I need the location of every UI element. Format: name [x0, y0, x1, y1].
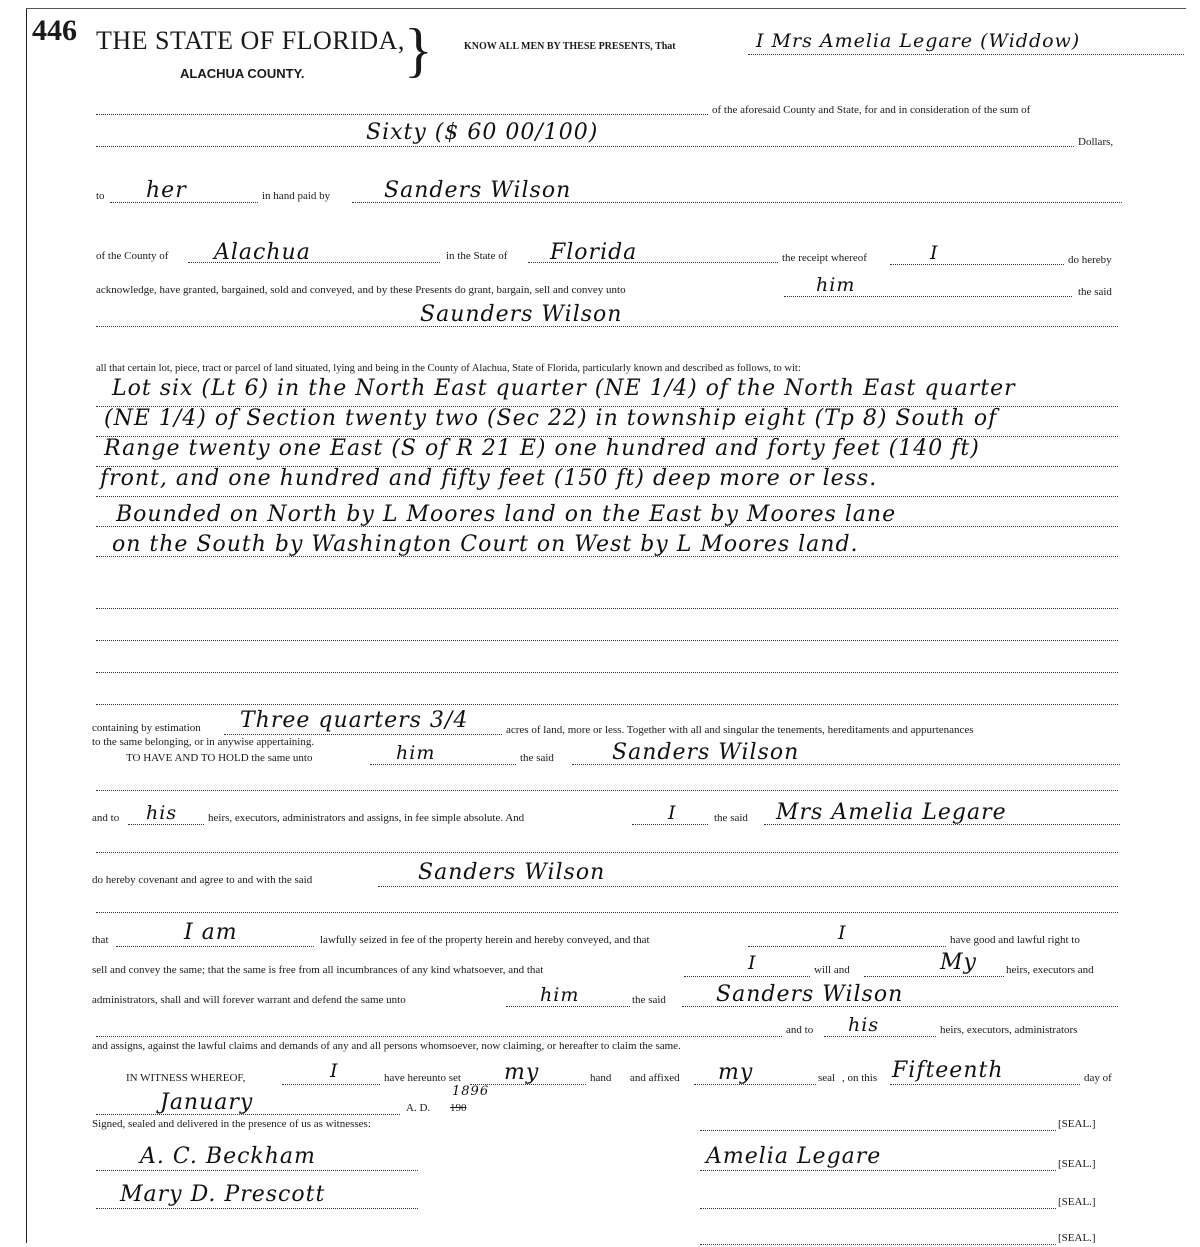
description-rule	[96, 608, 1118, 609]
his-handwritten: his	[146, 802, 178, 824]
to-handwritten: her	[146, 178, 187, 203]
have-line	[748, 946, 946, 947]
hand-paid-text: in hand paid by	[262, 190, 331, 202]
his-line	[128, 824, 204, 825]
witness-line	[96, 1170, 418, 1171]
heirs-exec2-text: heirs, executors, administrators	[940, 1024, 1078, 1036]
signature-handwritten: Amelia Legare	[706, 1144, 882, 1169]
and-to-text: and to	[786, 1024, 814, 1036]
year-printed: 190	[450, 1102, 467, 1114]
county-of-text: of the County of	[96, 250, 169, 262]
in-witness-text: IN WITNESS WHEREOF,	[126, 1072, 246, 1084]
description-line: Bounded on North by L Moores land on the East by Moores lane	[116, 502, 897, 527]
seal-label: [SEAL.]	[1058, 1196, 1096, 1208]
signature-line	[700, 1208, 1056, 1209]
belonging-text: to the same belonging, or in anywise appertaining.	[92, 736, 315, 748]
will-and-text: will and	[814, 964, 850, 976]
description-line: front, and one hundred and fifty feet (150 ft) deep more or less.	[100, 466, 878, 491]
heirs-exec-text: heirs, executors and	[1006, 964, 1094, 976]
witness2-handwritten: Mary D. Prescott	[120, 1182, 326, 1207]
my-handwritten: My	[940, 950, 977, 975]
on-this-text: , on this	[842, 1072, 878, 1084]
have-hereunto-text: have hereunto set	[384, 1072, 461, 1084]
will-line	[684, 976, 810, 977]
said-handwritten: Sanders Wilson	[716, 982, 904, 1007]
said-text: the said	[520, 752, 554, 764]
seized-text: lawfully seized in fee of the property herein and hereby conveyed, and that	[320, 934, 650, 946]
will-handwritten: I	[748, 952, 757, 974]
day-handwritten: Fifteenth	[892, 1058, 1004, 1083]
sum-handwritten: Sixty ($ 60 00/100)	[366, 120, 599, 145]
hand-text: hand	[590, 1072, 612, 1084]
signed-text: Signed, sealed and delivered in the presence of us as witnesses:	[92, 1118, 371, 1130]
my2-line	[694, 1084, 816, 1085]
sell-convey-text: sell and convey the same; that the same is free from all incumbrances of any kind whatsoever, and that	[92, 964, 544, 976]
description-rule	[96, 704, 1118, 705]
state-title: THE STATE OF FLORIDA,	[96, 26, 405, 55]
description-line: Range twenty one East (S of R 21 E) one hundred and forty feet (140 ft)	[104, 436, 980, 461]
my2-handwritten: my	[718, 1060, 754, 1085]
his-handwritten: his	[848, 1014, 880, 1036]
consideration-text: of the aforesaid County and State, for and in consideration of the sum of	[712, 104, 1031, 116]
year-handwritten: 1896	[452, 1084, 490, 1099]
dollars-text: Dollars,	[1078, 136, 1114, 148]
unto-handwritten: him	[396, 742, 436, 764]
i-am-handwritten: I am	[184, 920, 238, 945]
convey-handwritten: him	[816, 274, 856, 296]
to-text: to	[96, 190, 105, 202]
to-have-text: TO HAVE AND TO HOLD the same unto	[126, 752, 313, 764]
grantor-handwritten: Mrs Amelia Legare	[776, 800, 1007, 825]
signature-line	[700, 1130, 1056, 1131]
grantor-handwritten: I Mrs Amelia Legare (Widdow)	[756, 30, 1081, 52]
have-good-text: have good and lawful right to	[950, 934, 1080, 946]
and-to-text: and to	[92, 812, 120, 824]
county-title: ALACHUA COUNTY.	[180, 66, 305, 81]
witness-line	[96, 1208, 418, 1209]
covenant-handwritten: Sanders Wilson	[418, 860, 606, 885]
assigns-text: and assigns, against the lawful claims and demands of any and all persons whomsoever, now claiming, or hereafter to claim the same.	[92, 1040, 681, 1052]
the-said-text: the said	[632, 994, 666, 1006]
have-handwritten: I	[838, 922, 847, 944]
receipt-text: the receipt whereof	[782, 252, 867, 264]
description-line: (NE 1/4) of Section twenty two (Sec 22) in township eight (Tp 8) South of	[104, 406, 998, 431]
containing-text: containing by estimation	[92, 722, 201, 734]
witness1-handwritten: A. C. Beckham	[140, 1144, 316, 1169]
signature-line	[700, 1170, 1056, 1171]
receipt-handwritten: I	[930, 242, 939, 264]
do-hereby-text: do hereby	[1068, 254, 1112, 266]
description-intro: all that certain lot, piece, tract or parcel of land situated, lying and being in the County of Alachua, State of Florida, particularly known and described as follows, to wit:	[96, 363, 801, 374]
know-all-men-text: KNOW ALL MEN BY THESE PRESENTS, That	[464, 41, 676, 52]
document-number: 446	[32, 14, 77, 47]
i-line	[282, 1084, 380, 1085]
blank-line	[96, 114, 708, 115]
grantee-handwritten: Saunders Wilson	[420, 302, 623, 327]
state-of-text: in the State of	[446, 250, 508, 262]
sum-line	[96, 146, 1074, 147]
description-rule	[96, 640, 1118, 641]
day-of-text: day of	[1084, 1072, 1112, 1084]
blank-line	[96, 912, 1118, 913]
state-handwritten: Florida	[550, 240, 638, 265]
unto-line	[506, 1006, 630, 1007]
and-handwritten: I	[668, 802, 677, 824]
covenant-line	[378, 886, 1118, 887]
page-border-left	[26, 8, 27, 1243]
seal-text: seal	[818, 1072, 836, 1084]
description-line: Lot six (Lt 6) in the North East quarter (NE 1/4) of the North East quarter	[112, 376, 1016, 401]
my-handwritten: my	[504, 1060, 540, 1085]
day-line	[890, 1084, 1080, 1085]
affixed-text: and affixed	[630, 1072, 680, 1084]
blank-line	[96, 1036, 782, 1037]
administrators-text: administrators, shall and will forever warrant and defend the same unto	[92, 994, 406, 1006]
blank-line	[96, 852, 1118, 853]
acres-handwritten: Three quarters 3/4	[240, 708, 469, 733]
grantor-line	[748, 54, 1184, 55]
description-line: on the South by Washington Court on West by L Moores land.	[112, 532, 859, 557]
month-handwritten: January	[160, 1090, 254, 1115]
unto-line	[370, 764, 516, 765]
receipt-line	[890, 264, 1064, 265]
page-border-top	[26, 8, 1186, 9]
description-rule	[96, 672, 1118, 673]
that-text: that	[92, 934, 109, 946]
his-line	[824, 1036, 936, 1037]
the-said-text: the said	[1078, 286, 1112, 298]
seal-label: [SEAL.]	[1058, 1232, 1096, 1244]
i-am-line	[116, 946, 314, 947]
grantee-handwritten: Sanders Wilson	[612, 740, 800, 765]
seal-label: [SEAL.]	[1058, 1118, 1096, 1130]
description-rule	[96, 496, 1118, 497]
brace-glyph: }	[404, 17, 433, 83]
unto-handwritten: him	[540, 984, 580, 1006]
signature-line	[700, 1244, 1056, 1245]
covenant-text: do hereby covenant and agree to and with the said	[92, 874, 313, 886]
acres-line	[224, 734, 502, 735]
blank-line	[96, 790, 1118, 791]
the-said-text: the said	[714, 812, 748, 824]
county-handwritten: Alachua	[214, 240, 311, 265]
ad-text: A. D.	[406, 1102, 431, 1114]
seal-label: [SEAL.]	[1058, 1158, 1096, 1170]
i-handwritten: I	[330, 1060, 339, 1082]
heirs-text: heirs, executors, administrators and assigns, in fee simple absolute. And	[208, 812, 525, 824]
paid-by-handwritten: Sanders Wilson	[384, 178, 572, 203]
convey-line	[784, 296, 1072, 297]
acknowledge-text: acknowledge, have granted, bargained, sold and conveyed, and by these Presents do grant, bargain, sell and convey unto	[96, 284, 626, 296]
acres-text: acres of land, more or less. Together with all and singular the tenements, hereditaments and appurtenances	[506, 724, 974, 736]
and-line	[632, 824, 708, 825]
my-line	[864, 976, 1004, 977]
